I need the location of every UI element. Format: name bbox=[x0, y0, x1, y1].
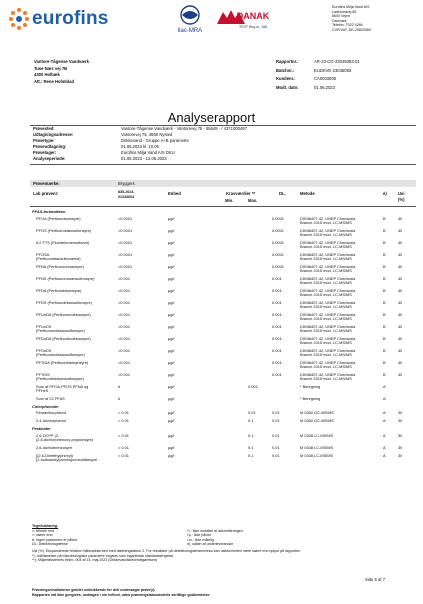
method-cont: Branch 2015 mod. LC-MS/MS bbox=[300, 376, 352, 382]
ex-flag: A bbox=[383, 395, 386, 401]
method: M 0338 LC-MS/MS bbox=[300, 452, 334, 458]
meta-label: Rapportnr.: bbox=[276, 59, 299, 64]
analyte-name: PFDoDA (Perfluordodekansyre) bbox=[36, 335, 91, 341]
result-value: <0.001 bbox=[118, 323, 131, 329]
note-line: Usi (%): Ekspanderede relative måleusikkerhed med dækningsfaktor 2. For resultater på detektionsgrænseniveau kan usikkerheden være større end oplyst på rapporten. bbox=[32, 548, 302, 553]
table-row bbox=[0, 251, 423, 262]
analyte-name: 6:2 FTS (Fluortelomersulfonat) bbox=[36, 239, 89, 245]
info-value: Vantore-Tågense Vandværk - Vantorevej 75 - 55648 - / 4371000497 bbox=[121, 126, 247, 131]
section-header bbox=[0, 209, 423, 214]
analyte-name: 2,6-DCPP (2- bbox=[36, 432, 60, 438]
sample-mark-label: Prøvemærke: bbox=[33, 181, 60, 186]
meta-label: Batchnr.: bbox=[276, 67, 295, 73]
footer-line2: Rapporten må ikke gengives, undtagen i sin helhed, uden prøvningslaboratoriets skriftlige godkendelse. bbox=[32, 592, 211, 597]
table-row bbox=[0, 371, 423, 382]
info-label: Prøvetager: bbox=[33, 150, 57, 155]
col-lab-no2: 01233604 bbox=[118, 195, 134, 199]
ex-flag: A bbox=[383, 432, 386, 438]
method-cont: Branch 2015 mod. LC-MS/MS bbox=[300, 280, 352, 286]
info-label: Prøveudtagning: bbox=[33, 144, 67, 149]
result-value: <0.001 bbox=[118, 275, 131, 281]
footer bbox=[32, 588, 362, 597]
address-line: 6600 Vejen bbox=[332, 14, 350, 19]
uncertainty: 40 bbox=[398, 323, 403, 329]
max-value: 0.1 bbox=[248, 452, 254, 458]
divider bbox=[30, 164, 416, 165]
method-cont: Branch 2015 mod. LC-MS/MS bbox=[300, 244, 352, 250]
uncertainty: 40 bbox=[398, 239, 403, 245]
result-value: <0.001 bbox=[118, 287, 131, 293]
ex-flag: B bbox=[383, 287, 386, 293]
result-value: <0.0001 bbox=[118, 263, 133, 269]
result-value: <0.001 bbox=[118, 335, 131, 341]
meta-value: EUDKVE-23045083 bbox=[314, 67, 352, 73]
analyte-name: Sum af 22 PFAS bbox=[36, 395, 65, 401]
meta-label: Modt. dato: bbox=[276, 84, 299, 90]
client-city: 4300 Holbæk bbox=[34, 72, 60, 78]
meta-value: 01.06.2023 bbox=[314, 84, 335, 90]
table-header bbox=[0, 190, 423, 206]
danak-logo bbox=[213, 4, 273, 34]
uncertainty: 40 bbox=[398, 215, 403, 221]
meta-label: Kundenr.: bbox=[276, 76, 296, 81]
unit: µg/l bbox=[168, 335, 175, 341]
ex-flag: A bbox=[383, 383, 386, 389]
analyte-name-cont: (Perfluordodekansulfonsyre) bbox=[36, 352, 85, 358]
unit: µg/l bbox=[168, 263, 175, 269]
col-unc1: Usi bbox=[398, 191, 405, 196]
dl-value: 0.001 bbox=[272, 371, 282, 377]
report-meta bbox=[276, 59, 416, 93]
ex-flag: B bbox=[383, 311, 386, 317]
info-value: Eurofins Miljø Vand A/S DKU bbox=[121, 150, 175, 155]
uncertainty: 40 bbox=[398, 311, 403, 317]
unit: µg/l bbox=[168, 444, 175, 450]
analyte-name: PFDA (Perfluordekansyre) bbox=[36, 287, 82, 293]
method: DIN38407-42, UNEP Chemicals bbox=[300, 359, 356, 365]
meta-value: CA0003605 bbox=[314, 76, 337, 81]
analyte-name: PFDoDS bbox=[36, 347, 52, 353]
info-label: Analyseperiode: bbox=[33, 156, 66, 161]
uncertainty: 40 bbox=[398, 227, 403, 233]
unit: µg/l bbox=[168, 323, 175, 329]
address-line: Danmark bbox=[332, 18, 347, 23]
table-row bbox=[0, 383, 423, 394]
max-value: 0.1 bbox=[248, 432, 254, 438]
method: DIN38407-42, UNEP Chemicals bbox=[300, 311, 356, 317]
lab-address bbox=[332, 5, 422, 33]
uncertainty: 40 bbox=[398, 335, 403, 341]
result-value: < 0.01 bbox=[118, 432, 129, 438]
legend-item: DL: Detektionsgrænse bbox=[32, 542, 68, 547]
page-number: Side 5 af 7 bbox=[365, 577, 386, 582]
analyte-name: PFUnDS bbox=[36, 323, 52, 329]
result-value: < 0.01 bbox=[118, 444, 129, 450]
result-value: <0.0001 bbox=[118, 227, 133, 233]
info-value: Drikkevand - Gruppe A+B parametre bbox=[121, 138, 189, 143]
max-value: 0.1 bbox=[248, 418, 254, 423]
analyte-name: 2,4-dichlorphenol bbox=[36, 418, 66, 423]
unit: µg/l bbox=[168, 418, 175, 423]
client-street: Tuse Næs vej 7B bbox=[34, 65, 68, 71]
method-cont: Branch 2015 mod. LC-MS/MS bbox=[300, 352, 352, 358]
dl-value: 0.01 bbox=[272, 444, 280, 450]
note-line: *): Udtillønelser på mikrobiologiske parametre angives som logaritmisk standardafvigelse bbox=[32, 553, 174, 558]
legend bbox=[32, 524, 412, 563]
method: M 0352 GC-MS/MS bbox=[300, 410, 334, 415]
analyte-name-cont: (Perfluoroktansulfonamid) bbox=[36, 256, 81, 262]
table-row bbox=[0, 275, 423, 286]
max-value: 0.1 bbox=[248, 444, 254, 450]
table-row bbox=[0, 287, 423, 298]
unit: µg/l bbox=[168, 383, 175, 389]
ex-flag: A bbox=[383, 444, 386, 450]
uncertainty: 40 bbox=[398, 347, 403, 353]
result-value: <0.0001 bbox=[118, 239, 133, 245]
analyte-name: PFOS (Perfluoroktansulfonsyre) bbox=[36, 227, 92, 233]
table-row bbox=[0, 227, 423, 238]
method-cont: Branch 2015 mod. LC-MS/MS bbox=[300, 304, 352, 310]
analyte-name: PFDS (Perfluordekansulfonsyre) bbox=[36, 299, 93, 305]
divider bbox=[30, 206, 416, 207]
result-value: # bbox=[118, 395, 121, 401]
unit: µg/l bbox=[168, 239, 175, 245]
section-header bbox=[0, 426, 423, 431]
danak-reg: TEST Reg.nr. 168 bbox=[239, 25, 267, 29]
section-title: Pesticider bbox=[32, 426, 51, 431]
table-row bbox=[0, 215, 423, 226]
legend-item: i.p.: Ikke påvist bbox=[187, 533, 211, 538]
analyte-name: [(2,6-Dimethylphenyl) bbox=[36, 452, 73, 458]
table-row bbox=[0, 359, 423, 370]
legend-item: i.m.: Ikke målelig bbox=[187, 537, 214, 542]
analyte-name: PFUnDA (Perfluorundekansyre) bbox=[36, 311, 91, 317]
method-cont: Branch 2015 mod. LC-MS/MS bbox=[300, 268, 352, 274]
table-row bbox=[0, 239, 423, 250]
analyte-name: PFTrDA (Perfluortridekansyre) bbox=[36, 359, 89, 365]
unit: µg/l bbox=[168, 227, 175, 233]
method: DIN38407-42, UNEP Chemicals bbox=[300, 215, 356, 221]
uncertainty: 40 bbox=[398, 251, 403, 257]
info-value: 01.06.2023 - 12.06.2023 bbox=[121, 156, 167, 161]
info-label: Prøvested: bbox=[33, 126, 55, 131]
ex-flag: B bbox=[383, 359, 386, 365]
method: DIN38407-42, UNEP Chemicals bbox=[300, 347, 356, 353]
dl-value: 0.001 bbox=[272, 287, 282, 293]
method-cont: Branch 2015 mod. LC-MS/MS bbox=[300, 292, 352, 298]
method: M 0352 GC-MS/MS bbox=[300, 418, 334, 423]
dl-value: 0.001 bbox=[272, 359, 282, 365]
uncertainty: 40 bbox=[398, 359, 403, 365]
analyte-name: Sum af PFOA,PFOS,PFNA og bbox=[36, 383, 89, 389]
unit: µg/l bbox=[168, 395, 175, 401]
result-value: <0.0001 bbox=[118, 251, 133, 257]
table-row bbox=[0, 299, 423, 310]
unit: µg/l bbox=[168, 251, 175, 257]
method: DIN38407-42, UNEP Chemicals bbox=[300, 251, 356, 257]
unit: µg/l bbox=[168, 410, 175, 415]
uncertainty: 40 bbox=[398, 263, 403, 269]
info-label: Prøvetype: bbox=[33, 138, 55, 143]
uncertainty: 30 bbox=[398, 444, 403, 450]
col-max: Max. bbox=[248, 198, 258, 203]
dl-value: 0.0001 bbox=[272, 263, 284, 269]
ex-flag: B bbox=[383, 239, 386, 245]
analyte-name: PFTrDS bbox=[36, 371, 50, 377]
analyte-name: 2,6-dichlorbenzosyre bbox=[36, 444, 73, 450]
col-min: Min. bbox=[225, 198, 234, 203]
client-att: Att.: Rene Holmblad bbox=[34, 79, 75, 85]
method-cont: Branch 2015 mod. LC-MS/MS bbox=[300, 328, 352, 334]
table-row bbox=[0, 347, 423, 358]
uncertainty: 30 bbox=[398, 432, 403, 438]
analyte-name: PFNA (Perfluorononansyre) bbox=[36, 263, 84, 269]
table-row bbox=[0, 311, 423, 322]
danak-label: DANAK bbox=[236, 11, 270, 21]
uncertainty: 30 bbox=[398, 410, 403, 415]
dl-value: 0.001 bbox=[272, 275, 282, 281]
client-address bbox=[34, 59, 89, 84]
address-line: CVR/VAT: DK-29820069 bbox=[332, 27, 371, 32]
result-value: <0.001 bbox=[118, 299, 131, 305]
col-unit: Enhed bbox=[168, 191, 181, 196]
legend-item: <: Mindre end bbox=[32, 528, 55, 533]
legend-item: >: større end bbox=[32, 533, 53, 538]
table-row bbox=[0, 452, 423, 463]
uncertainty: 40 bbox=[398, 371, 403, 377]
section-title: PFAS-forbindelser bbox=[32, 209, 66, 214]
method-cont: Branch 2015 mod. LC-MS/MS bbox=[300, 316, 352, 322]
result-value: # bbox=[118, 383, 121, 389]
table-row bbox=[0, 335, 423, 346]
info-value: 01.06.2023 kl. 10.05 bbox=[121, 144, 159, 149]
result-value: < 0.01 bbox=[118, 410, 129, 415]
table-row bbox=[0, 323, 423, 334]
legend-title: Tegnforklaring: bbox=[32, 524, 59, 528]
legend-item: #: Ingen parametre er påvist bbox=[32, 537, 77, 542]
method: DIN38407-42, UNEP Chemicals bbox=[300, 299, 356, 305]
col-crit: Kravværdier ** bbox=[226, 191, 256, 196]
legend-row bbox=[32, 542, 412, 547]
unit: µg/l bbox=[168, 299, 175, 305]
brand-name: eurofins bbox=[32, 8, 109, 29]
ex-flag: B bbox=[383, 371, 386, 377]
uncertainty: 40 bbox=[398, 275, 403, 281]
uncertainty: 30 bbox=[398, 452, 403, 458]
method-cont: Branch 2015 mod. LC-MS/MS bbox=[300, 232, 352, 238]
analyte-name: PFOSA bbox=[36, 251, 50, 257]
unit: µg/l bbox=[168, 432, 175, 438]
table-row bbox=[0, 263, 423, 274]
info-value: Vantorevej 75, 4660 Nysted bbox=[121, 132, 173, 137]
analyte-name-cont: (2-sulfoacetyl)amino]oxoeddikesyre bbox=[36, 457, 98, 463]
method: * Beregning bbox=[300, 383, 321, 389]
result-value: <0.001 bbox=[118, 347, 131, 353]
method-cont: Branch 2015 mod. LC-MS/MS bbox=[300, 340, 352, 346]
analyte-name-cont: PFHxS bbox=[36, 388, 49, 394]
ex-flag: B bbox=[383, 275, 386, 281]
ex-flag: B bbox=[383, 251, 386, 257]
ilac-label: ilac-MRA bbox=[177, 28, 203, 34]
ex-flag: B bbox=[383, 215, 386, 221]
page-title: Analyserapport bbox=[167, 110, 256, 125]
method-cont: Branch 2015 mod. LC-MS/MS bbox=[300, 364, 352, 370]
col-lab-no1: 835-2023- bbox=[118, 190, 135, 194]
method: DIN38407-42, UNEP Chemicals bbox=[300, 263, 356, 269]
section-title: Chlorphenoler bbox=[32, 403, 59, 409]
col-method: Metode bbox=[300, 191, 315, 196]
dl-value: 0.0001 bbox=[272, 251, 284, 257]
ex-flag: B bbox=[383, 323, 386, 329]
uncertainty: 30 bbox=[398, 418, 403, 423]
method: * Beregning bbox=[300, 395, 321, 401]
table-row bbox=[0, 418, 423, 423]
dl-value: 0.0001 bbox=[272, 227, 284, 233]
method: DIN38407-42, UNEP Chemicals bbox=[300, 335, 356, 341]
dl-value: 0.0001 bbox=[272, 239, 284, 245]
method: DIN38407-42, UNEP Chemicals bbox=[300, 227, 356, 233]
result-value: < 0.01 bbox=[118, 452, 129, 458]
method: DIN38407-42, UNEP Chemicals bbox=[300, 371, 356, 377]
method: DIN38407-42, UNEP Chemicals bbox=[300, 323, 356, 329]
ex-flag: B bbox=[383, 227, 386, 233]
analyte-name-cont: (2,6-dichlorphenoxy-propionsyre) bbox=[36, 437, 94, 443]
method-cont: Branch 2015 mod. LC-MS/MS bbox=[300, 220, 352, 226]
result-value: <0.001 bbox=[118, 371, 131, 377]
footer-line1: Prøvningsresultaterne gælder udelukkende for det/ undersøgte prøve(r). bbox=[32, 588, 156, 592]
method: M 0338 LC-MS/MS bbox=[300, 444, 334, 450]
eurofins-logo bbox=[8, 6, 109, 32]
meta-value: AR-23-CG-23045083-01 bbox=[314, 59, 360, 64]
address-line: Eurofins Miljø Vand A/S bbox=[332, 5, 370, 9]
col-unc2: (%) bbox=[398, 197, 405, 202]
ex-flag: B bbox=[383, 299, 386, 305]
dl-value: 0.001 bbox=[272, 299, 282, 305]
method: DIN38407-42, UNEP Chemicals bbox=[300, 239, 356, 245]
sample-mark-row bbox=[30, 180, 416, 187]
unit: µg/l bbox=[168, 347, 175, 353]
dl-value: 0.001 bbox=[272, 347, 282, 353]
sample-mark-value: Bryggers bbox=[118, 181, 135, 186]
method: DIN38407-42, UNEP Chemicals bbox=[300, 275, 356, 281]
col-dl: DL. bbox=[279, 191, 286, 196]
address-line: Ladelundvej 85 bbox=[332, 9, 357, 14]
legend-item: *) : Ikke omfattet af akkrediteringen bbox=[187, 528, 243, 533]
max-value: 0.002 bbox=[248, 383, 258, 389]
result-value: <0.001 bbox=[118, 311, 131, 317]
method: DIN38407-42, UNEP Chemicals bbox=[300, 287, 356, 293]
note-line: **): Miljøministeriets bekm. 904 af 14. maj 2023 (Drikkevandsbekendtgørelsen) bbox=[32, 558, 158, 563]
dl-value: 0.001 bbox=[272, 335, 282, 341]
result-value: <0.0001 bbox=[118, 215, 133, 221]
max-value: 0.01 bbox=[248, 410, 256, 415]
analyte-name: Pentachlorphenol bbox=[36, 410, 67, 415]
unit: µg/l bbox=[168, 359, 175, 365]
unit: µg/l bbox=[168, 287, 175, 293]
ex-flag: A bbox=[383, 410, 386, 415]
analyte-name: PFOA (Perfluoroktansyre) bbox=[36, 215, 81, 221]
dl-value: 0.001 bbox=[272, 311, 282, 317]
dl-value: 0.001 bbox=[272, 323, 282, 329]
analyte-name-cont: (Perfluorundekansulfonsyre) bbox=[36, 328, 85, 334]
ex-flag: A bbox=[383, 452, 386, 458]
unit: µg/l bbox=[168, 215, 175, 221]
sample-info bbox=[33, 126, 413, 162]
uncertainty: 40 bbox=[398, 287, 403, 293]
ex-flag: B bbox=[383, 347, 386, 353]
uncertainty: 40 bbox=[398, 299, 403, 305]
ex-flag: B bbox=[383, 263, 386, 269]
dl-value: 0.01 bbox=[272, 418, 280, 423]
dl-value: 0.01 bbox=[272, 432, 280, 438]
legend-item: e): udført af underleverandør bbox=[187, 542, 233, 547]
method: M 0338 LC-MS/MS bbox=[300, 432, 334, 438]
address-line: Telefon: 7022 4266 bbox=[332, 23, 363, 28]
result-value: < 0.01 bbox=[118, 418, 129, 423]
client-name: Vantore-Tågense Vandværk bbox=[34, 59, 89, 64]
result-value: <0.001 bbox=[118, 359, 131, 365]
ex-flag: A bbox=[383, 418, 386, 423]
method-cont: Branch 2015 mod. LC-MS/MS bbox=[300, 256, 352, 262]
col-ex: e) bbox=[383, 191, 387, 196]
dl-value: 0.01 bbox=[272, 410, 280, 415]
table-row bbox=[0, 396, 423, 401]
unit: µg/l bbox=[168, 371, 175, 377]
table-row bbox=[0, 410, 423, 415]
section-header bbox=[0, 404, 423, 409]
info-label: Udtagningsadresse: bbox=[33, 132, 74, 137]
unit: µg/l bbox=[168, 452, 175, 458]
ilac-logo bbox=[171, 4, 209, 34]
dl-value: 0.0001 bbox=[272, 215, 284, 221]
unit: µg/l bbox=[168, 311, 175, 317]
eurofins-logo-icon bbox=[8, 7, 30, 31]
dl-value: 0.01 bbox=[272, 452, 280, 458]
analyte-name-cont: (Perfluortridekansulfonsyre) bbox=[36, 376, 84, 382]
col-lab: Lab prøvenr: bbox=[33, 191, 59, 196]
table-row bbox=[0, 432, 423, 443]
ex-flag: B bbox=[383, 335, 386, 341]
unit: µg/l bbox=[168, 275, 175, 281]
analyte-name: PFNS (Perfluorononansulfonsyre) bbox=[36, 275, 95, 281]
table-row bbox=[0, 445, 423, 450]
